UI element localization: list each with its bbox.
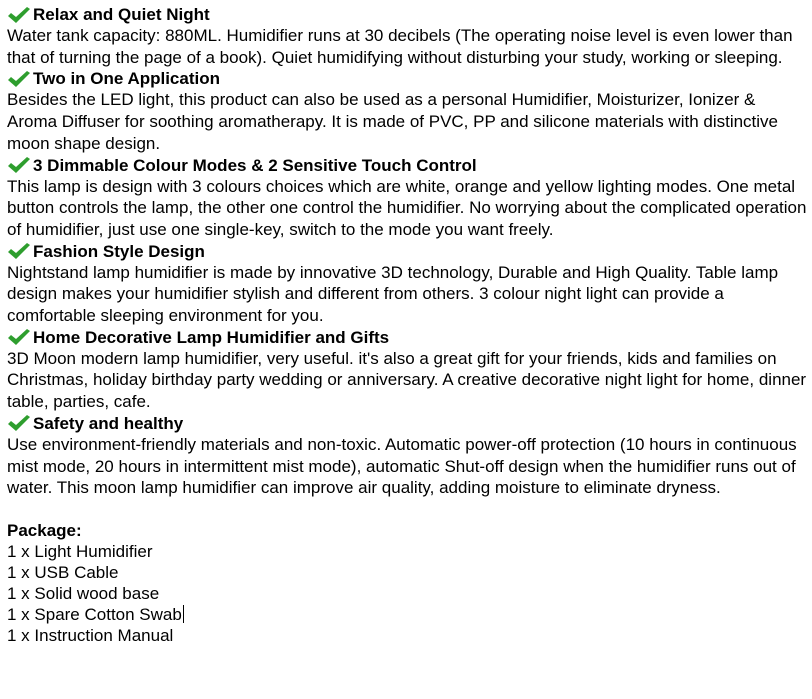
package-item <box>7 604 807 625</box>
document <box>7 4 807 646</box>
package-item-text: 1 x Light Humidifier <box>7 541 153 561</box>
feature-heading <box>7 155 807 176</box>
blank-line <box>7 499 807 520</box>
feature-section <box>7 241 807 327</box>
checkmark-icon <box>7 414 31 432</box>
feature-section <box>7 155 807 241</box>
feature-section <box>7 4 807 68</box>
package-item <box>7 541 807 562</box>
feature-section <box>7 413 807 499</box>
feature-heading <box>7 241 807 262</box>
package-item-text: 1 x Spare Cotton Swab <box>7 604 182 624</box>
feature-title: Two in One Application <box>33 69 220 89</box>
feature-heading <box>7 413 807 434</box>
package-title: Package: <box>7 520 82 540</box>
feature-description: This lamp is design with 3 colours choices which are white, orange and yellow lighting modes. One metal button controls the lamp, the other one control the humidifier. No worrying about the complicated operation of humidifier, just use one single-key, switch to the mode you want freely. <box>7 176 807 239</box>
feature-section <box>7 68 807 154</box>
package-item-text: 1 x USB Cable <box>7 562 119 582</box>
feature-heading <box>7 68 807 89</box>
feature-section <box>7 327 807 413</box>
checkmark-icon <box>7 156 31 174</box>
package-item-text: 1 x Instruction Manual <box>7 625 174 645</box>
feature-description: Use environment-friendly materials and non-toxic. Automatic power-off protection (10 hours in continuous mist mode, 20 hours in intermittent mist mode), automatic Shut-off design when the humidifier runs out of water. This moon lamp humidifier can improve air quality, adding moisture to eliminate dryness. <box>7 434 797 498</box>
feature-title: Fashion Style Design <box>33 241 205 261</box>
feature-heading <box>7 327 807 348</box>
package-item <box>7 583 807 604</box>
feature-heading <box>7 4 807 25</box>
package-section <box>7 520 807 646</box>
checkmark-icon <box>7 242 31 260</box>
feature-description: Water tank capacity: 880ML. Humidifier runs at 30 decibels (The operating noise level is even lower than that of turning the page of a book). Quiet humidifying without disturbing your study, working or sleeping. <box>7 26 793 67</box>
package-item <box>7 562 807 583</box>
feature-title: Home Decorative Lamp Humidifier and Gifts <box>33 327 390 347</box>
feature-title: Relax and Quiet Night <box>33 5 210 24</box>
package-item-text: 1 x Solid wood base <box>7 583 160 603</box>
feature-description: Nightstand lamp humidifier is made by innovative 3D technology, Durable and High Quality. Table lamp design makes your humidifier stylish and different from others. 3 colour night light can provide a comfortable sleeping environment for you. <box>7 262 779 326</box>
feature-title: 3 Dimmable Colour Modes & 2 Sensitive Touch Control <box>33 155 477 175</box>
text-cursor <box>183 605 184 623</box>
feature-description: 3D Moon modern lamp humidifier, very useful. it's also a great gift for your friends, kids and families on Christmas, holiday birthday party wedding or anniversary. A creative decorative night light for home, dinner table, parties, cafe. <box>7 348 807 412</box>
package-item <box>7 625 807 646</box>
checkmark-icon <box>7 328 31 346</box>
feature-title: Safety and healthy <box>33 413 184 433</box>
checkmark-icon <box>7 70 31 88</box>
feature-description: Besides the LED light, this product can also be used as a personal Humidifier, Moisturizer, Ionizer & Aroma Diffuser for soothing aromatherapy. It is made of PVC, PP and silicone materials with distinctive moon shape design. <box>7 90 779 153</box>
checkmark-icon <box>7 6 31 24</box>
